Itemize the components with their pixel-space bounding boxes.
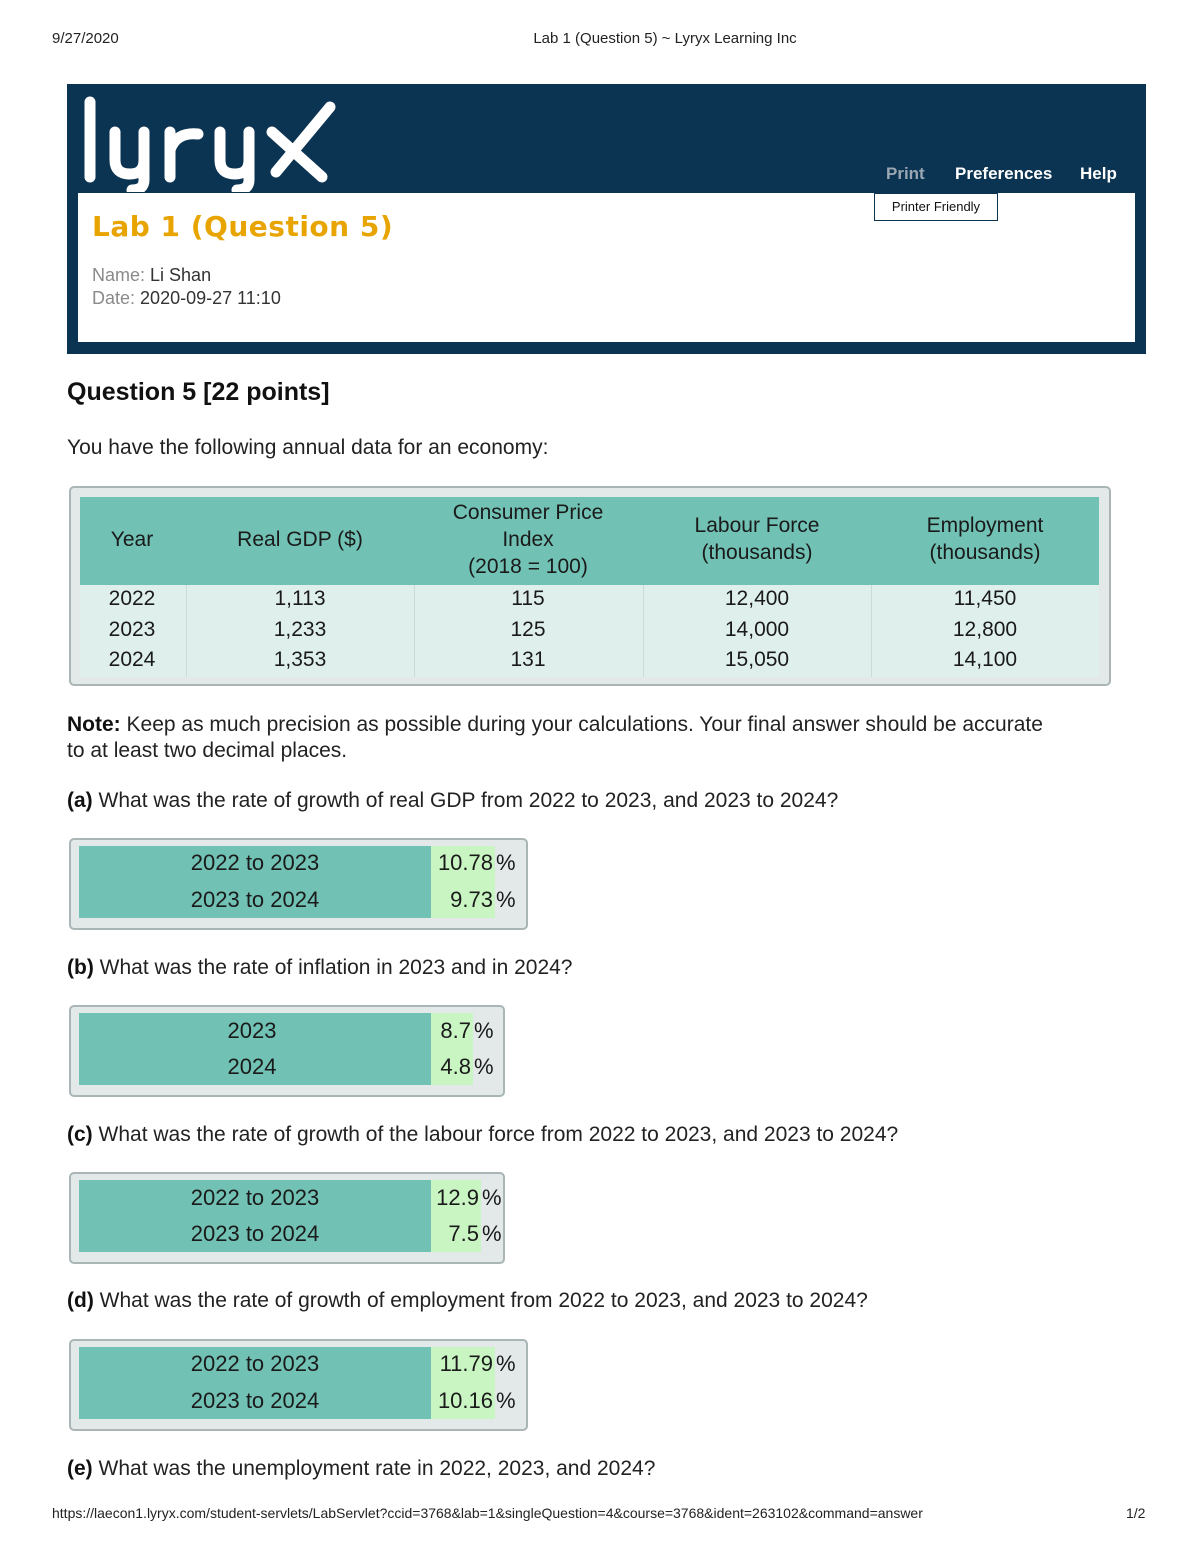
- answer-input[interactable]: 11.79: [439, 1351, 493, 1376]
- answer-row-label: 2023 to 2024: [190, 887, 320, 912]
- part-text: What was the rate of growth of real GDP from 2022 to 2023, and 2023 to 2024?: [98, 789, 839, 812]
- part-e-prompt: [67, 1455, 655, 1482]
- note-label: Note:: [67, 713, 121, 736]
- cell-employment: 12,800: [952, 618, 1018, 641]
- percent-unit: %: [474, 1018, 494, 1043]
- note-continued: to at least two decimal places.: [67, 739, 348, 762]
- header-employment: Employment (thousands): [926, 514, 1044, 564]
- answer-input[interactable]: 10.16: [437, 1388, 493, 1413]
- lab-date: [92, 288, 281, 309]
- printer-friendly-button[interactable]: Printer Friendly: [874, 193, 998, 221]
- cell-cpi: 125: [510, 618, 546, 641]
- nav-help[interactable]: Help: [1080, 164, 1117, 183]
- part-text: What was the rate of inflation in 2023 and in 2024?: [99, 956, 573, 979]
- note-text: Keep as much precision as possible during your calculations. Your final answer should be accurate: [126, 713, 1043, 736]
- answer-row-label: 2022 to 2023: [190, 850, 320, 875]
- cell-real-gdp: 1,113: [274, 587, 326, 610]
- lyryx-logo[interactable]: [80, 92, 350, 192]
- part-letter: (a): [67, 789, 93, 812]
- header-year: Year: [110, 528, 154, 551]
- part-text: What was the unemployment rate in 2022, 2023, and 2024?: [98, 1457, 656, 1480]
- student-name: [92, 265, 211, 286]
- cell-real-gdp: 1,233: [273, 618, 327, 641]
- header-real-gdp: Real GDP ($): [237, 528, 363, 551]
- header-cpi: Consumer Price Index (2018 = 100): [452, 501, 604, 578]
- answer-input[interactable]: 4.8: [440, 1054, 471, 1079]
- print-title: Lab 1 (Question 5) ~ Lyryx Learning Inc: [533, 30, 797, 47]
- answer-row-label: 2022 to 2023: [190, 1351, 320, 1376]
- percent-unit: %: [496, 887, 516, 912]
- cell-cpi: 131: [510, 648, 546, 671]
- question-intro: You have the following annual data for an economy:: [67, 436, 549, 459]
- print-page-number: 1/2: [1126, 1505, 1146, 1521]
- cell-labour-force: 15,050: [724, 648, 790, 671]
- answer-input[interactable]: 7.5: [448, 1221, 479, 1246]
- percent-unit: %: [482, 1221, 502, 1246]
- part-text: What was the rate of growth of the labour force from 2022 to 2023, and 2023 to 2024?: [98, 1123, 899, 1146]
- percent-unit: %: [496, 850, 516, 875]
- date-label: Date:: [92, 288, 136, 308]
- cell-cpi: 115: [511, 587, 545, 610]
- question-title: Question 5 [22 points]: [67, 378, 330, 406]
- print-url: https://laecon1.lyryx.com/student-servlets/LabServlet?ccid=3768&lab=1&singleQuestion=4&course=3768&ident=263102&command=answer: [52, 1505, 923, 1521]
- answer-input[interactable]: 8.7: [440, 1018, 471, 1043]
- answer-row-label: 2023 to 2024: [190, 1221, 320, 1246]
- part-letter: (d): [67, 1289, 94, 1312]
- cell-employment: 14,100: [952, 648, 1018, 671]
- header-labour-force: Labour Force (thousands): [694, 514, 820, 564]
- percent-unit: %: [496, 1388, 516, 1413]
- part-c-prompt: [67, 1121, 898, 1148]
- answer-input[interactable]: 9.73: [450, 887, 493, 912]
- nav-print[interactable]: Print: [886, 164, 925, 183]
- percent-unit: %: [482, 1185, 502, 1210]
- name-value: Li Shan: [150, 265, 212, 285]
- lab-title: Lab 1 (Question 5): [92, 210, 394, 243]
- answer-input[interactable]: 12.9: [436, 1185, 479, 1210]
- answer-row-label: 2023: [227, 1018, 277, 1043]
- answer-row-label: 2024: [227, 1054, 277, 1079]
- part-a-prompt: [67, 787, 838, 814]
- cell-employment: 11,450: [953, 587, 1017, 610]
- cell-year: 2023: [108, 618, 156, 641]
- cell-labour-force: 12,400: [724, 587, 790, 610]
- print-date: 9/27/2020: [52, 30, 119, 47]
- part-d-prompt: [67, 1287, 868, 1314]
- percent-unit: %: [496, 1351, 516, 1376]
- part-letter: (c): [67, 1123, 93, 1146]
- cell-year: 2024: [108, 648, 156, 671]
- note: [67, 711, 1147, 738]
- nav-preferences[interactable]: Preferences: [955, 164, 1053, 183]
- part-letter: (e): [67, 1457, 93, 1480]
- answer-row-label: 2022 to 2023: [190, 1185, 320, 1210]
- cell-labour-force: 14,000: [724, 618, 790, 641]
- part-b-prompt: [67, 954, 573, 981]
- part-letter: (b): [67, 956, 94, 979]
- name-label: Name:: [92, 265, 146, 285]
- part-text: What was the rate of growth of employment from 2022 to 2023, and 2023 to 2024?: [99, 1289, 868, 1312]
- answer-row-label: 2023 to 2024: [190, 1388, 320, 1413]
- percent-unit: %: [474, 1054, 494, 1079]
- cell-year: 2022: [108, 587, 156, 610]
- cell-real-gdp: 1,353: [273, 648, 327, 671]
- date-value: 2020-09-27 11:10: [140, 288, 281, 308]
- answer-input[interactable]: 10.78: [437, 850, 493, 875]
